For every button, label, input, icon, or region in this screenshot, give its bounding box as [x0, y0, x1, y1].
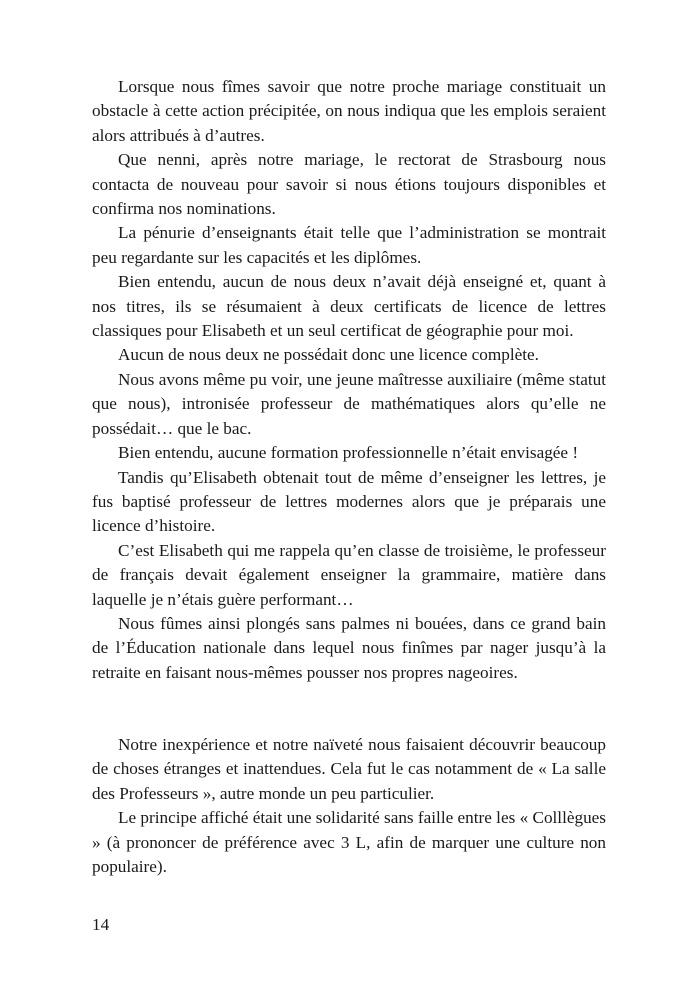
paragraph: Bien entendu, aucune formation professionnelle n’était envisagée ! [118, 443, 579, 463]
paragraph: Tandis qu’Elisabeth obtenait tout de même d’enseigner les lettres, je fus baptisé professeur de lettres modernes alors que je préparais une licence d’histoire. [92, 467, 606, 536]
paragraph: Notre inexpérience et notre naïveté nous faisaient découvrir beaucoup de choses étranges et inattendues. Cela fut le cas notamment de « La salle des Professeurs », autre monde un peu particulier. [92, 735, 606, 803]
paragraph: Nous fûmes ainsi plongés sans palmes ni bouées, dans ce grand bain de l’Éducation nationale dans lequel nous finîmes par nager jusqu’à la retraite en faisant nous-mêmes pousser nos propres nageoires. [92, 613, 606, 682]
paragraph: Que nenni, après notre mariage, le rectorat de Strasbourg nous contacta de nouveau pour savoir si nous étions toujours disponibles et confirma nos nominations. [92, 150, 606, 219]
page-number: 14 [92, 915, 110, 934]
paragraph: Lorsque nous fîmes savoir que notre proche mariage constituait un obstacle à cette action précipitée, on nous indiqua que les emplois seraient alors attribués à d’autres. [92, 77, 606, 145]
paragraph: C’est Elisabeth qui me rappela qu’en classe de troisième, le professeur de français devait également enseigner la grammaire, matière dans laquelle je n’étais guère performant… [92, 540, 606, 609]
text-section-2 [92, 733, 606, 879]
paragraph: Nous avons même pu voir, une jeune maîtresse auxiliaire (même statut que nous), intronisée professeur de mathématiques alors qu’elle ne possédait… que le bac. [92, 369, 606, 438]
paragraph: Le principe affiché était une solidarité sans faille entre les « Colllègues » (à prononcer de préférence avec 3 L, afin de marquer une culture non populaire). [92, 808, 606, 877]
paragraph: Aucun de nous deux ne possédait donc une licence complète. [118, 345, 539, 365]
paragraph: Bien entendu, aucun de nous deux n’avait déjà enseigné et, quant à nos titres, ils se résumaient à deux certificats de licence de lettres classiques pour Elisabeth et un seul certificat de géographie pour moi. [92, 272, 606, 341]
paragraph: La pénurie d’enseignants était telle que l’administration se montrait peu regardante sur les capacités et les diplômes. [92, 223, 606, 267]
text-section-1 [92, 75, 606, 685]
